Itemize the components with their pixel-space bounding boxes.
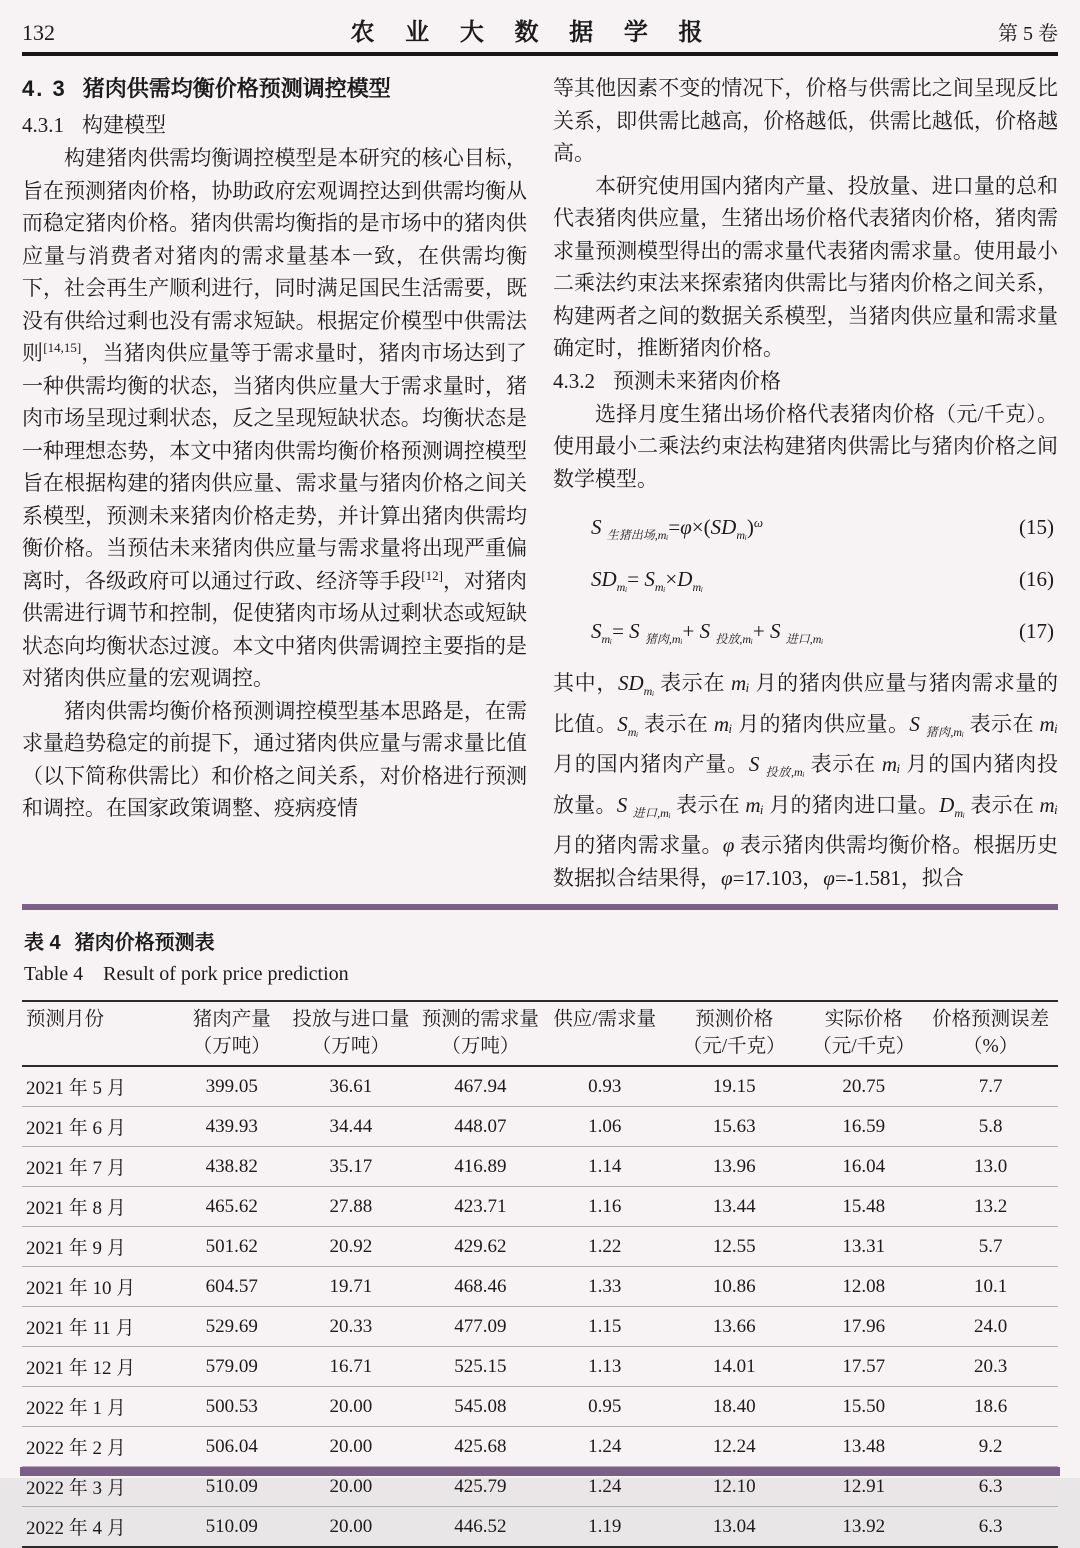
subsection-number: 4.3.2 bbox=[553, 368, 595, 393]
column-header: 投放与进口量 （万吨） bbox=[292, 1009, 410, 1057]
table-row bbox=[22, 1347, 1058, 1387]
value-cell: 477.09 bbox=[416, 1307, 546, 1347]
paragraph-model-construction: 构建猪肉供需均衡调控模型是本研究的核心目标，旨在预测猪肉价格，协助政府宏观调控达到供需均衡从而稳定猪肉价格。猪肉供需均衡指的是市场中的猪肉供应量与消费者对猪肉的需求量基本一致，在供需均衡下，社会再生产顺利进行，同时满足国民生活需要，既没有供给过剩也没有需求短缺。根据定价模型中供需法则[14,15]，当猪肉供应量等于需求量时，猪肉市场达到了一种供需均衡的状态，当猪肉供应量大于需求量时，猪肉市场呈现过剩状态，反之呈现短缺状态。均衡状态是一种理想态势，本文中猪肉供需均衡价格预测调控模型旨在根据构建的猪肉供应量、需求量与猪肉价格之间关系模型，预测未来猪肉价格走势，并计算出猪肉供需均衡价格。当预估未来猪肉供应量与需求量将出现严重偏离时，各级政府可以通过行政、经济等手段[12]，对猪肉供需进行调节和控制，促使猪肉市场从过剩状态或短缺状态向均衡状态过渡。本文中猪肉供需调控主要指的是对猪肉供应量的宏观调控。 bbox=[22, 146, 528, 690]
value-cell: 525.15 bbox=[416, 1347, 546, 1387]
month-cell: 2021 年 10 月 bbox=[22, 1267, 177, 1307]
month-cell: 2021 年 11 月 bbox=[22, 1307, 177, 1347]
value-cell: 1.33 bbox=[545, 1267, 664, 1307]
value-cell: 506.04 bbox=[177, 1427, 286, 1467]
value-cell: 27.88 bbox=[286, 1187, 416, 1227]
subsection-number: 4.3.1 bbox=[22, 113, 64, 137]
value-cell: 425.79 bbox=[416, 1467, 546, 1507]
paragraph-symbol-definitions: 其中，$SD_{mᵢ}$ 表示在 mᵢ 月的猪肉供应量与猪肉需求量的比值。$S_{mᵢ}$ 表示在 mᵢ 月的猪肉供应量。S $_{猪肉,mᵢ}$ 表示在 mᵢ 月的国内猪肉产量。S $_{投放,mᵢ}$ 表示在 mᵢ 月的国内猪肉投放量。S $_{进口,mᵢ}$ 表示在 mᵢ 月的猪肉进口量。$D_{mᵢ}$ 表示在 mᵢ 月的猪肉需求量。φ 表示猪肉供需均衡价格。根据历史数据拟合结果得，φ=17.103，φ=-1.581，拟合 bbox=[553, 671, 1059, 890]
table-row bbox=[22, 1267, 1058, 1307]
equation-17 bbox=[591, 609, 1058, 661]
equation-block bbox=[591, 501, 1058, 661]
table-caption-en bbox=[24, 963, 1058, 986]
column-header: 实际价格 （元/千克） bbox=[812, 1009, 916, 1057]
value-cell: 20.00 bbox=[286, 1507, 416, 1548]
table-header-row bbox=[22, 1001, 1058, 1066]
value-cell: 15.48 bbox=[804, 1187, 923, 1227]
value-cell: 439.93 bbox=[177, 1107, 286, 1147]
running-head bbox=[22, 12, 1058, 46]
value-cell: 510.09 bbox=[177, 1507, 286, 1548]
table-row bbox=[22, 1387, 1058, 1427]
value-cell: 12.10 bbox=[664, 1467, 804, 1507]
table-row bbox=[22, 1187, 1058, 1227]
table-caption-en-title: Result of pork price prediction bbox=[103, 963, 349, 985]
equation-15 bbox=[591, 501, 1058, 557]
value-cell: 438.82 bbox=[177, 1147, 286, 1187]
pork-price-prediction-table bbox=[22, 1000, 1058, 1548]
table-row bbox=[22, 1507, 1058, 1548]
equation-17-body: $S_{mᵢ}= S$ $_{猪肉,mᵢ}$+ S $_{投放,mᵢ}$+ S $_{进口,mᵢ}$ bbox=[591, 619, 824, 646]
column-header: 预测月份 bbox=[26, 1009, 105, 1030]
value-cell: 17.96 bbox=[804, 1307, 923, 1347]
value-cell: 12.55 bbox=[664, 1227, 804, 1267]
value-cell: 545.08 bbox=[416, 1387, 546, 1427]
two-column-body bbox=[22, 72, 1058, 894]
value-cell: 13.31 bbox=[804, 1227, 923, 1267]
month-cell: 2021 年 12 月 bbox=[22, 1347, 177, 1387]
left-column bbox=[22, 72, 527, 894]
paragraph-basic-idea: 猪肉供需均衡价格预测调控模型基本思路是，在需求量趋势稳定的前提下，通过猪肉供应量与需求量比值（以下简称供需比）和价格之间关系，对价格进行预测和调控。在国家政策调整、疫病疫情 bbox=[22, 698, 527, 820]
value-cell: 429.62 bbox=[416, 1227, 546, 1267]
column-header: 价格预测误差 （%） bbox=[932, 1009, 1050, 1057]
paragraph-inverse-relation: 等其他因素不变的情况下，价格与供需比之间呈现反比关系，即供需比越高，价格越低，供需比越低，价格越高。 bbox=[553, 76, 1058, 165]
value-cell: 15.50 bbox=[804, 1387, 923, 1427]
column-header: 猪肉产量 （万吨） bbox=[192, 1009, 271, 1057]
value-cell: 5.8 bbox=[923, 1107, 1058, 1147]
value-cell: 604.57 bbox=[177, 1267, 286, 1307]
section-number: 4. 3 bbox=[22, 76, 67, 101]
value-cell: 5.7 bbox=[923, 1227, 1058, 1267]
value-cell: 16.59 bbox=[804, 1107, 923, 1147]
table-row bbox=[22, 1307, 1058, 1347]
value-cell: 13.0 bbox=[923, 1147, 1058, 1187]
value-cell: 14.01 bbox=[664, 1347, 804, 1387]
right-column bbox=[553, 72, 1058, 894]
equation-15-number: (15) bbox=[1019, 515, 1054, 539]
value-cell: 24.0 bbox=[923, 1307, 1058, 1347]
month-cell: 2022 年 2 月 bbox=[22, 1427, 177, 1467]
table-row bbox=[22, 1427, 1058, 1467]
equation-16 bbox=[591, 557, 1058, 609]
table-caption-en-number: Table 4 bbox=[24, 963, 84, 985]
value-cell: 579.09 bbox=[177, 1347, 286, 1387]
equation-16-body: $SD_{mᵢ}= S_{mᵢ}\times D_{mᵢ}$ bbox=[591, 567, 704, 594]
value-cell: 20.00 bbox=[286, 1467, 416, 1507]
section-heading-4-3 bbox=[22, 72, 527, 106]
value-cell: 19.15 bbox=[664, 1066, 804, 1107]
value-cell: 467.94 bbox=[416, 1066, 546, 1107]
value-cell: 1.15 bbox=[545, 1307, 664, 1347]
value-cell: 13.44 bbox=[664, 1187, 804, 1227]
value-cell: 20.92 bbox=[286, 1227, 416, 1267]
value-cell: 1.16 bbox=[545, 1187, 664, 1227]
journal-title: 农 业 大 数 据 学 报 bbox=[350, 19, 715, 46]
column-header: 预测价格 （元/千克） bbox=[682, 1009, 786, 1057]
value-cell: 20.33 bbox=[286, 1307, 416, 1347]
value-cell: 500.53 bbox=[177, 1387, 286, 1427]
value-cell: 10.86 bbox=[664, 1267, 804, 1307]
value-cell: 1.22 bbox=[545, 1227, 664, 1267]
value-cell: 13.66 bbox=[664, 1307, 804, 1347]
value-cell: 12.24 bbox=[664, 1427, 804, 1467]
month-cell: 2021 年 9 月 bbox=[22, 1227, 177, 1267]
table-caption-zh bbox=[24, 926, 1058, 955]
value-cell: 13.96 bbox=[664, 1147, 804, 1187]
value-cell: 1.24 bbox=[545, 1427, 664, 1467]
value-cell: 20.00 bbox=[286, 1387, 416, 1427]
table-row bbox=[22, 1147, 1058, 1187]
value-cell: 20.3 bbox=[923, 1347, 1058, 1387]
month-cell: 2021 年 8 月 bbox=[22, 1187, 177, 1227]
value-cell: 13.92 bbox=[804, 1507, 923, 1548]
value-cell: 17.57 bbox=[804, 1347, 923, 1387]
value-cell: 13.2 bbox=[923, 1187, 1058, 1227]
value-cell: 10.1 bbox=[923, 1267, 1058, 1307]
column-header: 预测的需求量 （万吨） bbox=[421, 1009, 539, 1057]
paragraph-price-selection: 选择月度生猪出场价格代表猪肉价格（元/千克）。使用最小二乘法约束法构建猪肉供需比与猪肉价格之间数学模型。 bbox=[553, 401, 1058, 491]
month-cell: 2022 年 4 月 bbox=[22, 1507, 177, 1548]
value-cell: 18.6 bbox=[923, 1387, 1058, 1427]
value-cell: 399.05 bbox=[177, 1066, 286, 1107]
subsection-title: 预测未来猪肉价格 bbox=[613, 368, 781, 393]
value-cell: 1.06 bbox=[545, 1107, 664, 1147]
value-cell: 13.04 bbox=[664, 1507, 804, 1548]
value-cell: 16.04 bbox=[804, 1147, 923, 1187]
equation-16-number: (16) bbox=[1019, 567, 1054, 591]
value-cell: 1.24 bbox=[545, 1467, 664, 1507]
value-cell: 425.68 bbox=[416, 1427, 546, 1467]
value-cell: 13.48 bbox=[804, 1427, 923, 1467]
table-row bbox=[22, 1066, 1058, 1107]
value-cell: 448.07 bbox=[416, 1107, 546, 1147]
value-cell: 423.71 bbox=[416, 1187, 546, 1227]
value-cell: 0.93 bbox=[545, 1066, 664, 1107]
month-cell: 2021 年 6 月 bbox=[22, 1107, 177, 1147]
value-cell: 16.71 bbox=[286, 1347, 416, 1387]
value-cell: 529.69 bbox=[177, 1307, 286, 1347]
value-cell: 446.52 bbox=[416, 1507, 546, 1548]
value-cell: 20.00 bbox=[286, 1427, 416, 1467]
page-number: 132 bbox=[22, 20, 55, 45]
equation-15-body: S $_{生猪出场,mᵢ}=\varphi\times(SD_{mᵢ})^\omega$ bbox=[591, 515, 764, 542]
value-cell: 15.63 bbox=[664, 1107, 804, 1147]
value-cell: 34.44 bbox=[286, 1107, 416, 1147]
value-cell: 35.17 bbox=[286, 1147, 416, 1187]
table-row bbox=[22, 1107, 1058, 1147]
value-cell: 501.62 bbox=[177, 1227, 286, 1267]
value-cell: 12.91 bbox=[804, 1467, 923, 1507]
value-cell: 1.19 bbox=[545, 1507, 664, 1548]
page-bottom-accent-bar bbox=[20, 1467, 1060, 1476]
table-caption-zh-number: 表 4 bbox=[24, 932, 61, 954]
table-top-accent-bar bbox=[22, 904, 1058, 910]
column-header: 供应/需求量 bbox=[553, 1009, 657, 1030]
value-cell: 19.71 bbox=[286, 1267, 416, 1307]
value-cell: 9.2 bbox=[923, 1427, 1058, 1467]
section-title: 猪肉供需均衡价格预测调控模型 bbox=[82, 76, 391, 101]
value-cell: 6.3 bbox=[923, 1507, 1058, 1548]
table-row bbox=[22, 1227, 1058, 1267]
month-cell: 2021 年 5 月 bbox=[22, 1066, 177, 1107]
value-cell: 36.61 bbox=[286, 1066, 416, 1107]
value-cell: 465.62 bbox=[177, 1187, 286, 1227]
value-cell: 7.7 bbox=[923, 1066, 1058, 1107]
subsection-heading-4-3-1 bbox=[22, 109, 527, 142]
subsection-title: 构建模型 bbox=[82, 113, 166, 137]
paragraph-data-sources: 本研究使用国内猪肉产量、投放量、进口量的总和代表猪肉供应量，生猪出场价格代表猪肉价格，猪肉需求量预测模型得出的需求量代表猪肉需求量。使用最小二乘法约束法来探索猪肉供需比与猪肉价格之间关系，构建两者之间的数据关系模型，当猪肉供应量和需求量确定时，推断猪肉价格。 bbox=[553, 173, 1058, 360]
value-cell: 1.13 bbox=[545, 1347, 664, 1387]
value-cell: 510.09 bbox=[177, 1467, 286, 1507]
value-cell: 12.08 bbox=[804, 1267, 923, 1307]
month-cell: 2022 年 1 月 bbox=[22, 1387, 177, 1427]
table-caption-zh-title: 猪肉价格预测表 bbox=[74, 932, 215, 954]
month-cell: 2021 年 7 月 bbox=[22, 1147, 177, 1187]
subsection-heading-4-3-2 bbox=[553, 365, 1058, 398]
header-rule bbox=[22, 52, 1058, 56]
value-cell: 1.14 bbox=[545, 1147, 664, 1187]
equation-17-number: (17) bbox=[1019, 619, 1054, 643]
value-cell: 18.40 bbox=[664, 1387, 804, 1427]
month-cell: 2022 年 3 月 bbox=[22, 1467, 177, 1507]
value-cell: 416.89 bbox=[416, 1147, 546, 1187]
value-cell: 6.3 bbox=[923, 1467, 1058, 1507]
volume-label: 第 5 卷 bbox=[997, 23, 1058, 45]
value-cell: 468.46 bbox=[416, 1267, 546, 1307]
value-cell: 20.75 bbox=[804, 1066, 923, 1107]
value-cell: 0.95 bbox=[545, 1387, 664, 1427]
